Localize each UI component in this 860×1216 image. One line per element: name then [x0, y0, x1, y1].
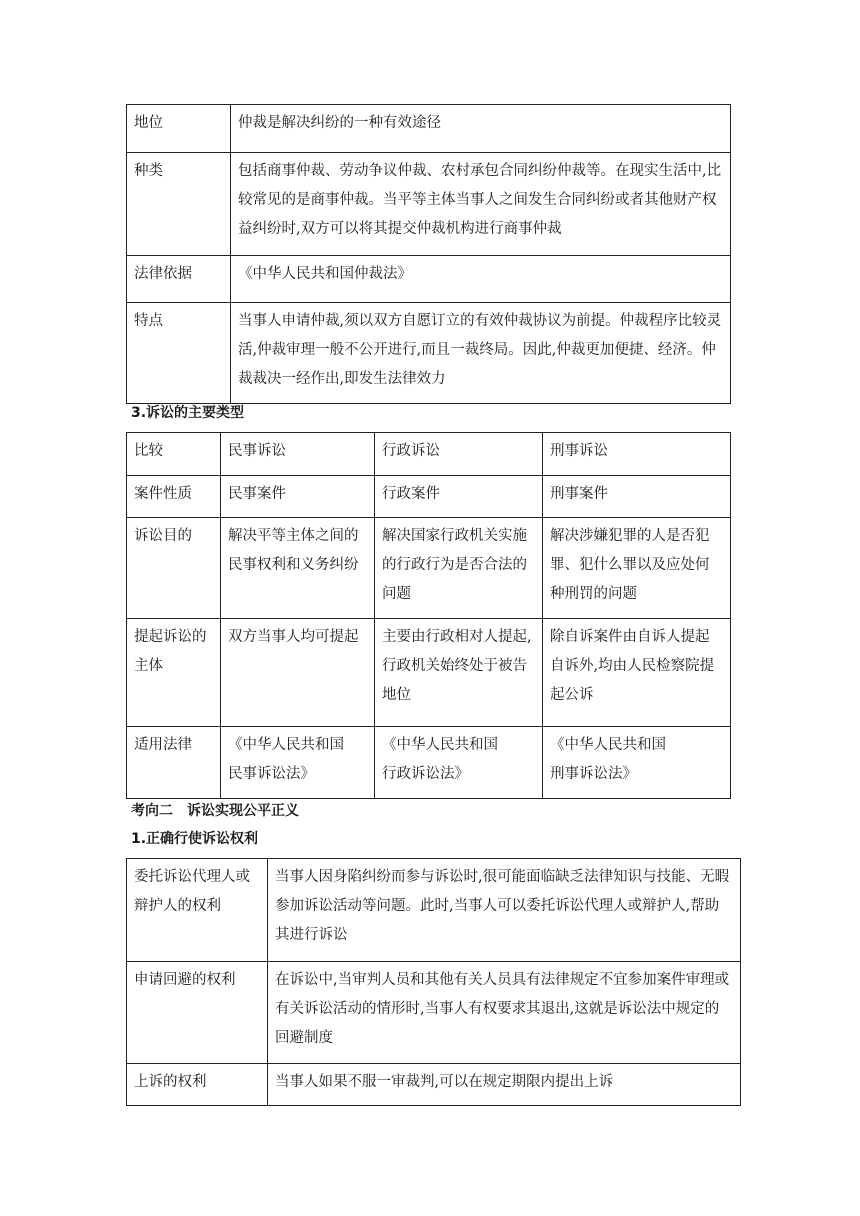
table-row [127, 476, 731, 518]
table-cell: 适用法律 [127, 727, 221, 799]
litigation-rights-table [126, 858, 741, 1106]
table-cell: 解决国家行政机关实施的行政行为是否合法的问题 [375, 518, 543, 619]
law-line: 《中华人民共和国 [228, 737, 344, 753]
subsection-heading: 1.正确行使诉讼权利 [131, 831, 259, 847]
table-row [127, 153, 731, 256]
row-content: 当事人因身陷纠纷而参与诉讼时,很可能面临缺乏法律知识与技能、无暇参加诉讼活动等问题。此时,当事人可以委托诉讼代理人或辩护人,帮助其进行诉讼 [268, 859, 741, 962]
row-label: 上诉的权利 [127, 1064, 268, 1106]
law-line: 行政诉讼法》 [382, 766, 469, 782]
row-label: 种类 [127, 153, 231, 256]
table-cell: 解决涉嫌犯罪的人是否犯罪、犯什么罪以及应处何种刑罚的问题 [543, 518, 731, 619]
table-row [127, 727, 731, 799]
table-row [127, 105, 731, 153]
arbitration-table [126, 104, 731, 404]
table-cell: 刑事案件 [543, 476, 731, 518]
law-line: 刑事诉讼法》 [550, 766, 637, 782]
row-content: 当事人如果不服一审裁判,可以在规定期限内提出上诉 [268, 1064, 741, 1106]
table-cell: 主要由行政相对人提起,行政机关始终处于被告地位 [375, 619, 543, 727]
row-content: 仲裁是解决纠纷的一种有效途径 [231, 105, 731, 153]
table-cell: 除自诉案件由自诉人提起自诉外,均由人民检察院提起公诉 [543, 619, 731, 727]
table-header-row [127, 433, 731, 476]
litigation-types-table [126, 432, 731, 799]
table-row [127, 859, 741, 962]
section-heading: 考向二 诉讼实现公平正义 [131, 803, 299, 819]
table-row [127, 1064, 741, 1106]
table-cell [543, 727, 731, 799]
header-cell: 刑事诉讼 [543, 433, 731, 476]
table-cell: 双方当事人均可提起 [221, 619, 375, 727]
row-content: 当事人申请仲裁,须以双方自愿订立的有效仲裁协议为前提。仲裁程序比较灵活,仲裁审理一般不公开进行,而且一裁终局。因此,仲裁更加便捷、经济。仲裁裁决一经作出,即发生法律效力 [231, 303, 731, 404]
row-label: 法律依据 [127, 256, 231, 303]
law-line: 《中华人民共和国 [382, 737, 498, 753]
table-row [127, 256, 731, 303]
law-line: 《中华人民共和国 [550, 737, 666, 753]
table-cell: 行政案件 [375, 476, 543, 518]
row-label: 地位 [127, 105, 231, 153]
section-heading: 3.诉讼的主要类型 [131, 405, 245, 421]
table-row [127, 303, 731, 404]
row-label: 特点 [127, 303, 231, 404]
table-cell [375, 727, 543, 799]
table-cell: 诉讼目的 [127, 518, 221, 619]
table-cell: 提起诉讼的主体 [127, 619, 221, 727]
table-row [127, 518, 731, 619]
row-content: 《中华人民共和国仲裁法》 [231, 256, 731, 303]
table-row [127, 962, 741, 1064]
header-cell: 民事诉讼 [221, 433, 375, 476]
table-cell [221, 727, 375, 799]
table-row [127, 619, 731, 727]
law-line: 民事诉讼法》 [228, 766, 315, 782]
header-cell: 行政诉讼 [375, 433, 543, 476]
row-content: 包括商事仲裁、劳动争议仲裁、农村承包合同纠纷仲裁等。在现实生活中,比较常见的是商事仲裁。当平等主体当事人之间发生合同纠纷或者其他财产权益纠纷时,双方可以将其提交仲裁机构进行商事仲裁 [231, 153, 731, 256]
row-content: 在诉讼中,当审判人员和其他有关人员具有法律规定不宜参加案件审理或有关诉讼活动的情形时,当事人有权要求其退出,这就是诉讼法中规定的回避制度 [268, 962, 741, 1064]
row-label: 委托诉讼代理人或辩护人的权利 [127, 859, 268, 962]
table-cell: 民事案件 [221, 476, 375, 518]
table-cell: 解决平等主体之间的民事权利和义务纠纷 [221, 518, 375, 619]
table-cell: 案件性质 [127, 476, 221, 518]
header-cell: 比较 [127, 433, 221, 476]
row-label: 申请回避的权利 [127, 962, 268, 1064]
